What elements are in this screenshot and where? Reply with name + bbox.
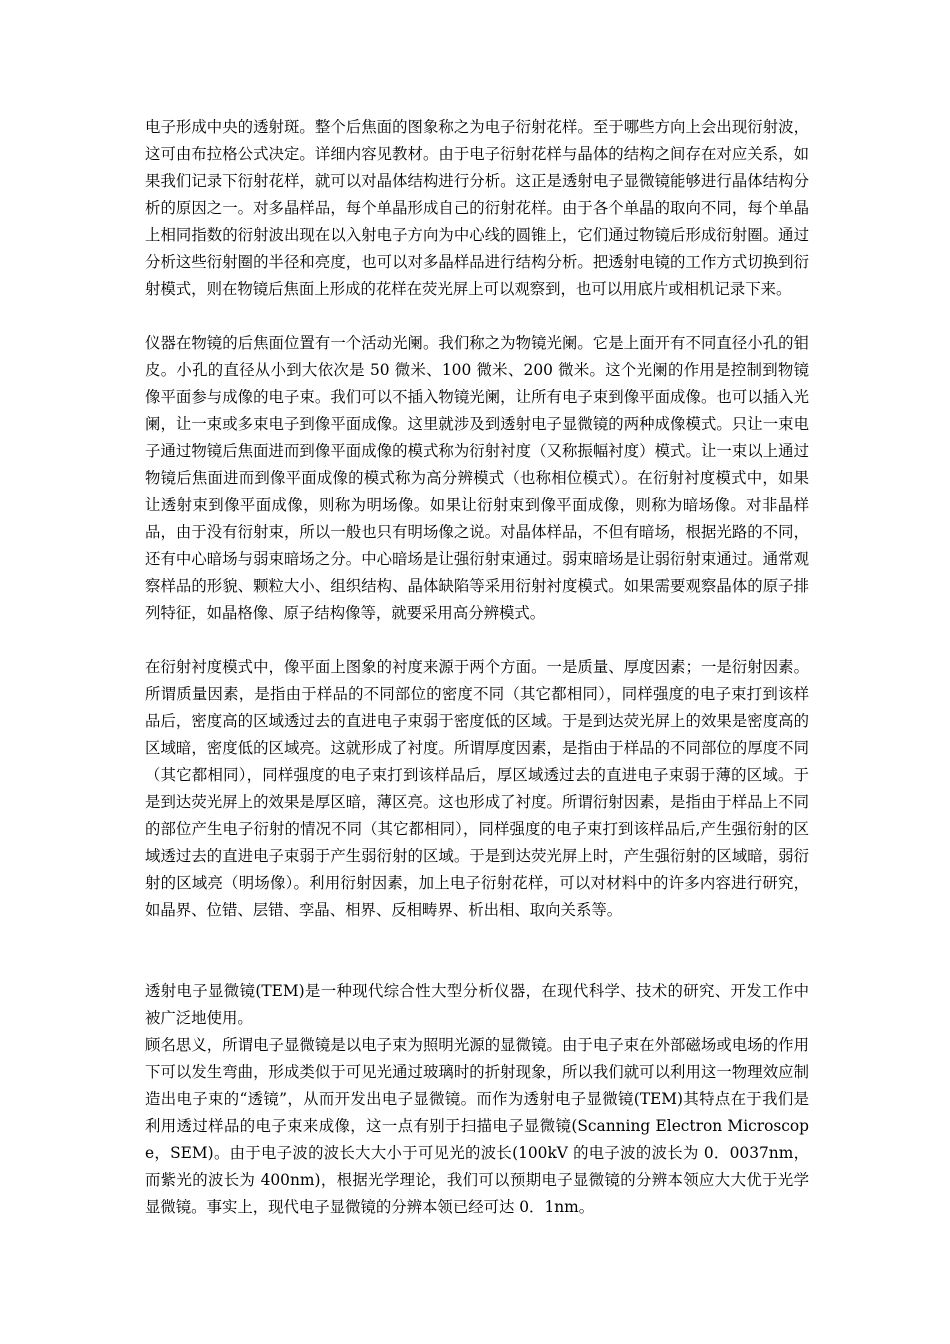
paragraph-objective-aperture: 仪器在物镜的后焦面位置有一个活动光阑。我们称之为物镜光阑。它是上面开有不同直径小孔的钼皮。小孔的直径从小到大依次是 50 微米、100 微米、200 微米。这个光阑的作用是控制到物镜像平面参与成像的电子束。我们可以不插入物镜光阑，让所有电子束到像平面成像。也可以插入光阑，让一束或多束电子到像平面成像。这里就涉及到透射电子显微镜的两种成像模式。只让一束电子通过物镜后焦面进而到像平面成像的模式称为衍射衬度（又称振幅衬度）模式。让一束以上通过物镜后焦面进而到像平面成像的模式称为高分辨模式（也称相位模式）。在衍射衬度模式中，如果让透射束到像平面成像，则称为明场像。如果让衍射束到像平面成像，则称为暗场像。对非晶样品，由于没有衍射束，所以一般也只有明场像之说。对晶体样品，不但有暗场，根据光路的不同，还有中心暗场与弱束暗场之分。中心暗场是让强衍射束通过。弱束暗场是让弱衍射束通过。通常观察样品的形貌、颗粒大小、组织结构、晶体缺陷等采用衍射衬度模式。如果需要观察晶体的原子排列特征，如晶格像、原子结构像等，就要采用高分辨模式。 (145, 334, 809, 622)
paragraph-spacer (145, 303, 809, 330)
paragraph-tem-principle: 顾名思义，所谓电子显微镜是以电子束为照明光源的显微镜。由于电子束在外部磁场或电场的作用下可以发生弯曲，形成类似于可见光通过玻璃时的折射现象，所以我们就可以利用这一物理效应制造出电子束的“透镜”，从而开发出电子显微镜。而作为透射电子显微镜(TEM)其特点在于我们是利用透过样品的电子束来成像，这一点有别于扫描电子显微镜(Scanning Electron Microscope，SEM)。由于电子波的波长大大小于可见光的波长(100kV 的电子波的波长为 0．0037nm，而紫光的波长为 400nm)，根据光学理论，我们可以预期电子显微镜的分辨本领应大大优于光学显微镜。事实上，现代电子显微镜的分辨本领已经可达 0．1nm。 (145, 1036, 809, 1216)
document-body (145, 114, 809, 1221)
paragraph-spacer (145, 627, 809, 654)
paragraph-contrast-sources: 在衍射衬度模式中，像平面上图象的衬度来源于两个方面。一是质量、厚度因素；一是衍射因素。所谓质量因素，是指由于样品的不同部位的密度不同（其它都相同），同样强度的电子束打到该样品后，密度高的区域透过去的直进电子束弱于密度低的区域。于是到达荧光屏上的效果是密度高的区域暗，密度低的区域亮。这就形成了衬度。所谓厚度因素，是指由于样品的不同部位的厚度不同（其它都相同），同样强度的电子束打到该样品后，厚区域透过去的直进电子束弱于薄的区域。于是到达荧光屏上的效果是厚区暗，薄区亮。这也形成了衬度。所谓衍射因素，是指由于样品上不同的部位产生电子衍射的情况不同（其它都相同），同样强度的电子束打到该样品后,产生强衍射的区域透过去的直进电子束弱于产生弱衍射的区域。于是到达荧光屏上时，产生强衍射的区域暗，弱衍射的区域亮（明场像）。利用衍射因素，加上电子衍射花样，可以对材料中的许多内容进行研究，如晶界、位错、层错、孪晶、相界、反相畴界、析出相、取向关系等。 (145, 658, 809, 919)
section-spacer (145, 924, 809, 978)
paragraph-tem-intro: 透射电子显微镜(TEM)是一种现代综合性大型分析仪器，在现代科学、技术的研究、开发工作中被广泛地使用。 (145, 982, 809, 1027)
paragraph-diffraction-pattern: 电子形成中央的透射斑。整个后焦面的图象称之为电子衍射花样。至于哪些方向上会出现衍射波，这可由布拉格公式决定。详细内容见教材。由于电子衍射花样与晶体的结构之间存在对应关系，如果我们记录下衍射花样，就可以对晶体结构进行分析。这正是透射电子显微镜能够进行晶体结构分析的原因之一。对多晶样品，每个单晶形成自己的衍射花样。由于各个单晶的取向不同，每个单晶上相同指数的衍射波出现在以入射电子方向为中心线的圆锥上，它们通过物镜后形成衍射圈。通过分析这些衍射圈的半径和亮度，也可以对多晶样品进行结构分析。把透射电镜的工作方式切换到衍射模式，则在物镜后焦面上形成的花样在荧光屏上可以观察到，也可以用底片或相机记录下来。 (145, 118, 809, 298)
